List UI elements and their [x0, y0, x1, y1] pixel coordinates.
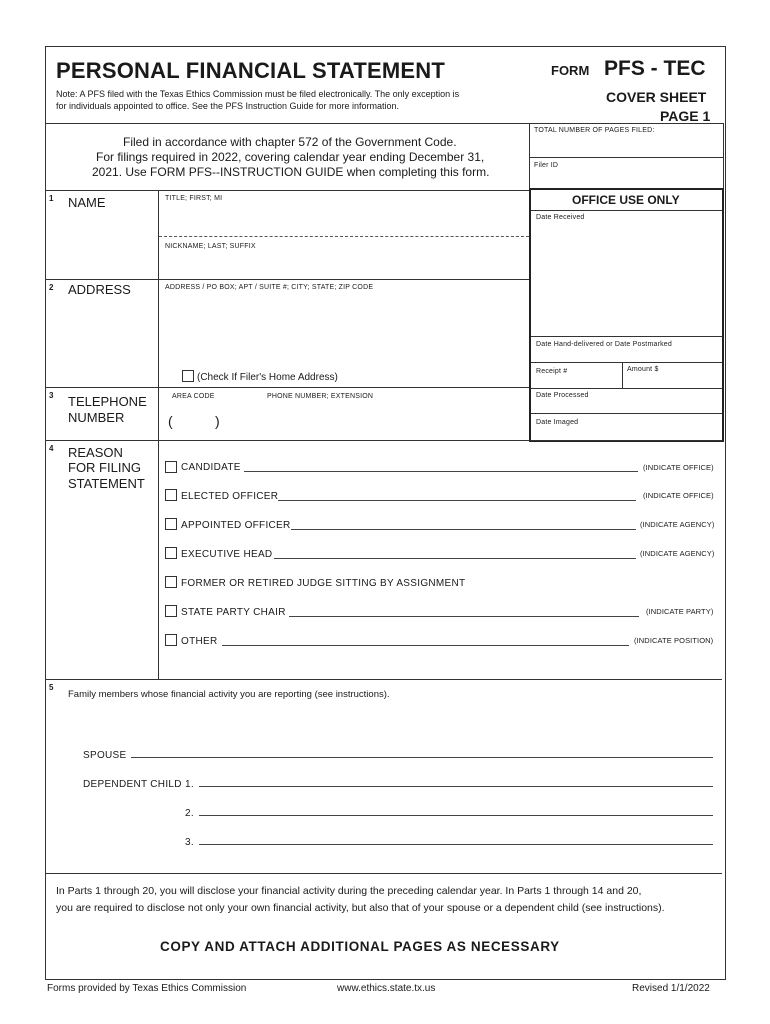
filed-line1: Filed in accordance with chapter 572 of the Government Code. [123, 135, 457, 149]
telephone-label-2: NUMBER [68, 410, 125, 425]
state-party-chair-field[interactable] [289, 616, 639, 617]
filed-line3: 2021. Use FORM PFS--INSTRUCTION GUIDE when completing this form. [92, 165, 490, 179]
page-title: PERSONAL FINANCIAL STATEMENT [56, 58, 445, 83]
footer-website[interactable]: www.ethics.state.tx.us [337, 983, 436, 994]
other-indicate: (INDICATE POSITION) [634, 636, 714, 645]
child-2-field[interactable] [199, 815, 713, 816]
address-field[interactable] [160, 296, 528, 362]
reason-label-3: STATEMENT [68, 476, 145, 491]
appointed-officer-indicate: (INDICATE AGENCY) [640, 520, 715, 529]
label-column-divider [158, 190, 159, 680]
former-judge-label: FORMER OR RETIRED JUDGE SITTING BY ASSIGNMENT [181, 578, 466, 589]
phone-number-label: PHONE NUMBER; EXTENSION [267, 393, 374, 400]
home-address-label: (Check If Filer's Home Address) [197, 372, 338, 383]
copy-attach-notice: COPY AND ATTACH ADDITIONAL PAGES AS NECESSARY [160, 939, 560, 954]
child-1-number: 1. [185, 779, 194, 790]
date-hand-label: Date Hand-delivered or Date Postmarked [536, 341, 672, 348]
spouse-label: SPOUSE [83, 750, 127, 761]
child-3-field[interactable] [199, 844, 713, 845]
state-party-chair-checkbox[interactable] [165, 605, 177, 617]
name-sub1: TITLE; FIRST; MI [165, 195, 223, 202]
appointed-officer-label: APPOINTED OFFICER [181, 520, 291, 531]
candidate-office-field[interactable] [244, 471, 638, 472]
paren-close: ) [215, 413, 220, 429]
elected-officer-indicate: (INDICATE OFFICE) [643, 491, 714, 500]
other-position-field[interactable] [222, 645, 629, 646]
other-label: OTHER [181, 636, 218, 647]
child-3-number: 3. [185, 837, 194, 848]
candidate-label: CANDIDATE [181, 462, 241, 473]
cover-sheet-label: COVER SHEET [606, 89, 707, 105]
section-4-number: 4 [49, 444, 54, 453]
child-2-number: 2. [185, 808, 194, 819]
name-last-field[interactable] [160, 253, 528, 278]
header-note-line2: for individuals appointed to office. See the PFS Instruction Guide for more information. [56, 101, 400, 111]
elected-officer-label: ELECTED OFFICER [181, 491, 279, 502]
executive-head-field[interactable] [274, 558, 636, 559]
candidate-checkbox[interactable] [165, 461, 177, 473]
header-divider [45, 123, 529, 124]
name-dashed-divider [159, 236, 529, 237]
child-1-field[interactable] [199, 786, 713, 787]
section-2-number: 2 [49, 283, 54, 292]
name-first-field[interactable] [160, 205, 528, 235]
section-1-number: 1 [49, 194, 54, 203]
former-judge-checkbox[interactable] [165, 576, 177, 588]
section-5-number: 5 [49, 683, 54, 692]
filer-id-label: Filer ID [534, 162, 559, 169]
area-code-label: AREA CODE [172, 393, 215, 400]
elected-officer-field[interactable] [278, 500, 636, 501]
executive-head-checkbox[interactable] [165, 547, 177, 559]
form-word: FORM [551, 63, 590, 78]
family-intro: Family members whose financial activity you are reporting (see instructions). [68, 689, 390, 700]
receipt-label: Receipt # [536, 368, 568, 375]
executive-head-indicate: (INDICATE AGENCY) [640, 549, 715, 558]
office-use-title: OFFICE USE ONLY [572, 193, 680, 207]
reason-label-1: REASON [68, 445, 123, 460]
date-imaged-label: Date Imaged [536, 419, 579, 426]
amount-label: Amount $ [627, 366, 659, 373]
candidate-indicate: (INDICATE OFFICE) [643, 463, 714, 472]
instructions-line1: In Parts 1 through 20, you will disclose your financial activity during the preceding calendar year. In Parts 1 through 14 and 20, [56, 885, 642, 897]
home-address-checkbox[interactable] [182, 370, 194, 382]
date-received-label: Date Received [536, 214, 585, 221]
name-sub2: NICKNAME; LAST; SUFFIX [165, 243, 256, 250]
office-use-box [529, 188, 724, 442]
telephone-label-1: TELEPHONE [68, 394, 147, 409]
form-id: PFS - TEC [604, 57, 706, 80]
dependent-child-label: DEPENDENT CHILD [83, 779, 182, 790]
total-pages-label: TOTAL NUMBER OF PAGES FILED: [534, 127, 655, 134]
date-processed-label: Date Processed [536, 392, 589, 399]
section-3-number: 3 [49, 391, 54, 400]
executive-head-label: EXECUTIVE HEAD [181, 549, 273, 560]
page-number: PAGE 1 [660, 108, 711, 124]
footer-left: Forms provided by Texas Ethics Commission [47, 983, 247, 994]
address-label: ADDRESS [68, 282, 131, 297]
state-party-chair-indicate: (INDICATE PARTY) [646, 607, 714, 616]
area-code-field[interactable] [176, 410, 212, 430]
appointed-officer-checkbox[interactable] [165, 518, 177, 530]
phone-number-field[interactable] [228, 410, 526, 430]
appointed-officer-field[interactable] [291, 529, 636, 530]
name-label: NAME [68, 195, 106, 210]
state-party-chair-label: STATE PARTY CHAIR [181, 607, 286, 618]
footer-revised: Revised 1/1/2022 [632, 983, 710, 994]
spouse-field[interactable] [131, 757, 713, 758]
instructions-line2: you are required to disclose not only your own financial activity, but also that of your spouse or a dependent child (see instructions). [56, 902, 665, 914]
elected-officer-checkbox[interactable] [165, 489, 177, 501]
paren-open: ( [168, 413, 173, 429]
filer-id-box[interactable] [529, 156, 724, 189]
other-checkbox[interactable] [165, 634, 177, 646]
header-note-line1: Note: A PFS filed with the Texas Ethics Commission must be filed electronically. The only exception is [56, 89, 460, 99]
filed-line2: For filings required in 2022, covering calendar year ending December 31, [96, 150, 485, 164]
address-sub: ADDRESS / PO BOX; APT / SUITE #; CITY; STATE; ZIP CODE [165, 284, 374, 291]
reason-label-2: FOR FILING [68, 460, 141, 475]
